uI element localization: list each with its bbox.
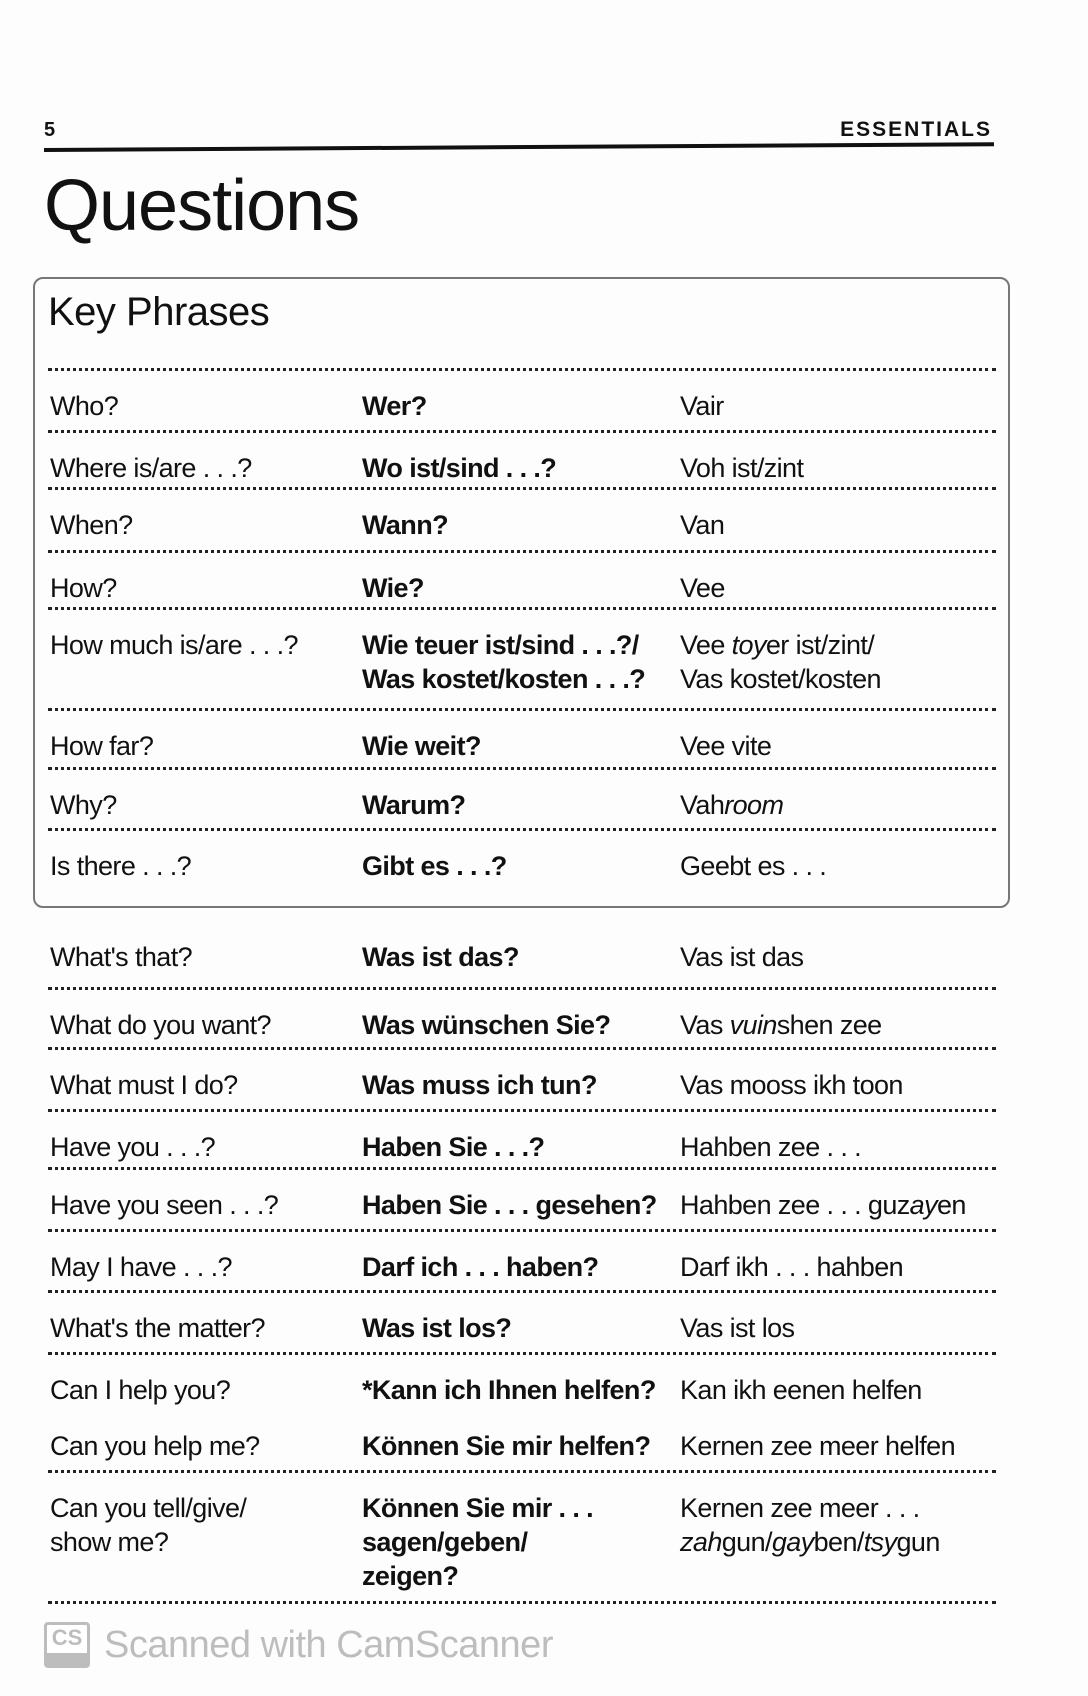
pronunciation-segment: Kan ikh eenen helfen	[680, 1375, 922, 1405]
phrase-line: Was kostet/kosten . . .?	[362, 664, 646, 694]
german-phrase	[362, 1491, 593, 1593]
pronunciation	[680, 571, 725, 605]
section-title: ESSENTIALS	[840, 118, 992, 141]
pronunciation-line	[680, 1429, 955, 1463]
pronunciation-segment: Van	[680, 510, 725, 540]
english-phrase	[50, 849, 191, 883]
pronunciation-line	[680, 508, 724, 542]
phrase-line: Can you help me?	[50, 1431, 260, 1461]
english-phrase	[50, 628, 298, 662]
german-phrase	[362, 1429, 650, 1463]
pronunciation-line	[680, 571, 725, 605]
german-phrase	[362, 849, 507, 883]
english-phrase	[50, 508, 133, 542]
english-phrase	[50, 729, 153, 763]
phrase-line: Warum?	[362, 790, 466, 820]
pronunciation-line	[680, 849, 826, 883]
german-phrase	[362, 1373, 656, 1407]
pronunciation	[680, 788, 783, 822]
phrase-line: Können Sie mir . . .	[362, 1493, 594, 1523]
pronunciation-line	[680, 940, 803, 974]
pronunciation-line	[680, 1250, 903, 1284]
stressed-syllable: vuin	[729, 1010, 777, 1040]
pronunciation-segment: Vas ist das	[680, 942, 804, 972]
pronunciation-segment: Kernen zee meer . . .	[680, 1493, 920, 1523]
pronunciation-line	[680, 1311, 794, 1345]
phrase-line: Was ist los?	[362, 1313, 512, 1343]
phrase-line: Wie weit?	[362, 731, 481, 761]
pronunciation-segment: Vas kostet/kosten	[680, 664, 881, 694]
pronunciation-line	[680, 729, 771, 763]
phrase-line: Is there . . .?	[50, 851, 192, 881]
phrase-row	[48, 490, 996, 553]
pronunciation-segment: gun	[896, 1527, 940, 1557]
pronunciation	[680, 1130, 861, 1164]
pronunciation	[680, 1068, 903, 1102]
english-phrase	[50, 451, 252, 485]
pronunciation	[680, 729, 771, 763]
phrase-line: Have you . . .?	[50, 1132, 216, 1162]
german-phrase	[362, 1008, 610, 1042]
pronunciation-line	[680, 1373, 922, 1407]
phrase-row	[48, 1170, 996, 1232]
phrase-line: Wie?	[362, 573, 424, 603]
phrase-line: When?	[50, 510, 133, 540]
german-phrase	[362, 729, 481, 763]
pronunciation-segment: ben/	[813, 1527, 864, 1557]
phrase-line: zeigen?	[362, 1561, 459, 1591]
more-phrases-table	[48, 922, 996, 1604]
english-phrase	[50, 788, 117, 822]
watermark-text: Scanned with CamScanner	[104, 1623, 553, 1666]
page-title: Questions	[44, 166, 360, 246]
pronunciation-line	[680, 389, 724, 423]
german-phrase	[362, 389, 427, 423]
phrase-line: How?	[50, 573, 117, 603]
phrase-line: Can you tell/give/	[50, 1493, 247, 1523]
german-phrase	[362, 788, 465, 822]
stressed-syllable: toy	[731, 630, 766, 660]
phrase-line: *Kann ich Ihnen helfen?	[362, 1375, 656, 1405]
pronunciation-line	[680, 628, 881, 662]
phrase-line: Wie teuer ist/sind . . .?/	[362, 630, 639, 660]
pronunciation-segment: Vas	[680, 1010, 730, 1040]
phrase-line: Was ist das?	[362, 942, 519, 972]
english-phrase	[50, 389, 118, 423]
phrase-row	[48, 1411, 996, 1473]
pronunciation	[680, 1373, 922, 1407]
english-phrase	[50, 1311, 265, 1345]
pronunciation-line	[680, 788, 783, 822]
phrase-line: How much is/are . . .?	[50, 630, 298, 660]
english-phrase	[50, 571, 117, 605]
phrase-row	[48, 1473, 996, 1604]
stressed-syllable: tsy	[863, 1527, 897, 1557]
phrase-line: What's the matter?	[50, 1313, 265, 1343]
german-phrase	[362, 1250, 598, 1284]
phrase-row	[48, 1050, 996, 1112]
pronunciation-segment: Geebt es . . .	[680, 851, 827, 881]
pronunciation-line	[680, 1491, 940, 1525]
phrase-row	[48, 831, 996, 901]
pronunciation-segment: Vee	[680, 630, 732, 660]
phrase-line: How far?	[50, 731, 154, 761]
phrase-line: Können Sie mir helfen?	[362, 1431, 651, 1461]
phrase-line: show me?	[50, 1527, 169, 1557]
pronunciation-segment: Vee vite	[680, 731, 772, 761]
phrase-line: Haben Sie . . . gesehen?	[362, 1190, 657, 1220]
pronunciation-line	[680, 1130, 861, 1164]
german-phrase	[362, 628, 645, 696]
pronunciation-line	[680, 1068, 903, 1102]
phrase-line: Was muss ich tun?	[362, 1070, 597, 1100]
phrase-line: Wer?	[362, 391, 427, 421]
pronunciation	[680, 1188, 966, 1222]
phrase-line: Gibt es . . .?	[362, 851, 507, 881]
german-phrase	[362, 1068, 597, 1102]
header-rule	[44, 142, 994, 152]
german-phrase	[362, 508, 448, 542]
phrase-row	[48, 922, 996, 990]
pronunciation-segment: Vee	[680, 573, 725, 603]
pronunciation-segment: Voh ist/zint	[680, 453, 804, 483]
key-phrases-heading: Key Phrases	[48, 290, 270, 334]
pronunciation	[680, 1311, 794, 1345]
pronunciation	[680, 508, 724, 542]
pronunciation	[680, 451, 803, 485]
english-phrase	[50, 1429, 260, 1463]
pronunciation-line	[680, 1525, 940, 1559]
phrase-line: Wann?	[362, 510, 448, 540]
phrase-line: Can I help you?	[50, 1375, 231, 1405]
pronunciation-segment: Hahben zee . . . guz	[680, 1190, 910, 1220]
stressed-syllable: ay	[909, 1190, 937, 1220]
pronunciation	[680, 849, 826, 883]
pronunciation-segment: Kernen zee meer helfen	[680, 1431, 955, 1461]
phrase-row	[48, 610, 996, 711]
pronunciation-line	[680, 1188, 966, 1222]
phrase-line: Haben Sie . . .?	[362, 1132, 545, 1162]
pronunciation-segment: gun/	[721, 1527, 772, 1557]
pronunciation	[680, 940, 803, 974]
page-number: 5	[44, 119, 56, 141]
phrase-line: What do you want?	[50, 1010, 271, 1040]
english-phrase	[50, 1491, 246, 1559]
phrase-row	[48, 553, 996, 610]
phrase-row	[48, 1293, 996, 1355]
phrase-row	[48, 711, 996, 770]
german-phrase	[362, 940, 519, 974]
phrase-row	[48, 1355, 996, 1411]
german-phrase	[362, 1311, 511, 1345]
pronunciation-segment: en	[936, 1190, 966, 1220]
pronunciation-line	[680, 451, 803, 485]
pronunciation	[680, 1429, 955, 1463]
english-phrase	[50, 1250, 232, 1284]
german-phrase	[362, 571, 424, 605]
stressed-syllable: gay	[771, 1527, 814, 1557]
phrase-row	[48, 433, 996, 490]
pronunciation	[680, 389, 724, 423]
pronunciation-segment: Darf ikh . . . hahben	[680, 1252, 904, 1282]
german-phrase	[362, 1130, 544, 1164]
phrase-line: Who?	[50, 391, 119, 421]
phrase-line: Was wünschen Sie?	[362, 1010, 611, 1040]
german-phrase	[362, 1188, 657, 1222]
english-phrase	[50, 940, 192, 974]
english-phrase	[50, 1130, 215, 1164]
english-phrase	[50, 1068, 238, 1102]
camscanner-watermark	[44, 1622, 553, 1668]
pronunciation	[680, 628, 881, 696]
phrase-line: What's that?	[50, 942, 193, 972]
phrase-row	[48, 990, 996, 1050]
pronunciation-segment: Vas ist los	[680, 1313, 795, 1343]
pronunciation	[680, 1250, 903, 1284]
stressed-syllable: zah	[680, 1527, 722, 1557]
english-phrase	[50, 1188, 278, 1222]
pronunciation-segment: shen zee	[776, 1010, 882, 1040]
stressed-syllable: room	[724, 790, 784, 820]
pronunciation-segment: Hahben zee . . .	[680, 1132, 862, 1162]
pronunciation-segment: Vas mooss ikh toon	[680, 1070, 903, 1100]
pronunciation	[680, 1008, 882, 1042]
phrase-row	[48, 770, 996, 831]
german-phrase	[362, 451, 556, 485]
phrase-line: Have you seen . . .?	[50, 1190, 279, 1220]
pronunciation-segment: er ist/zint/	[765, 630, 875, 660]
phrase-line: sagen/geben/	[362, 1527, 528, 1557]
english-phrase	[50, 1008, 271, 1042]
pronunciation-line	[680, 1008, 882, 1042]
phrase-line: Why?	[50, 790, 117, 820]
pronunciation	[680, 1491, 940, 1559]
phrase-line: Wo ist/sind . . .?	[362, 453, 557, 483]
phrase-line: Where is/are . . .?	[50, 453, 252, 483]
english-phrase	[50, 1373, 230, 1407]
phrase-row	[48, 371, 996, 433]
pronunciation-segment: Vair	[680, 391, 724, 421]
camscanner-logo-icon: CS	[44, 1622, 90, 1668]
pronunciation-line	[680, 662, 881, 696]
phrase-row	[48, 1112, 996, 1170]
phrase-line: Darf ich . . . haben?	[362, 1252, 599, 1282]
phrase-line: What must I do?	[50, 1070, 238, 1100]
pronunciation-segment: Vah	[680, 790, 725, 820]
phrase-line: May I have . . .?	[50, 1252, 232, 1282]
key-phrases-table	[48, 368, 996, 901]
phrase-row	[48, 1232, 996, 1293]
